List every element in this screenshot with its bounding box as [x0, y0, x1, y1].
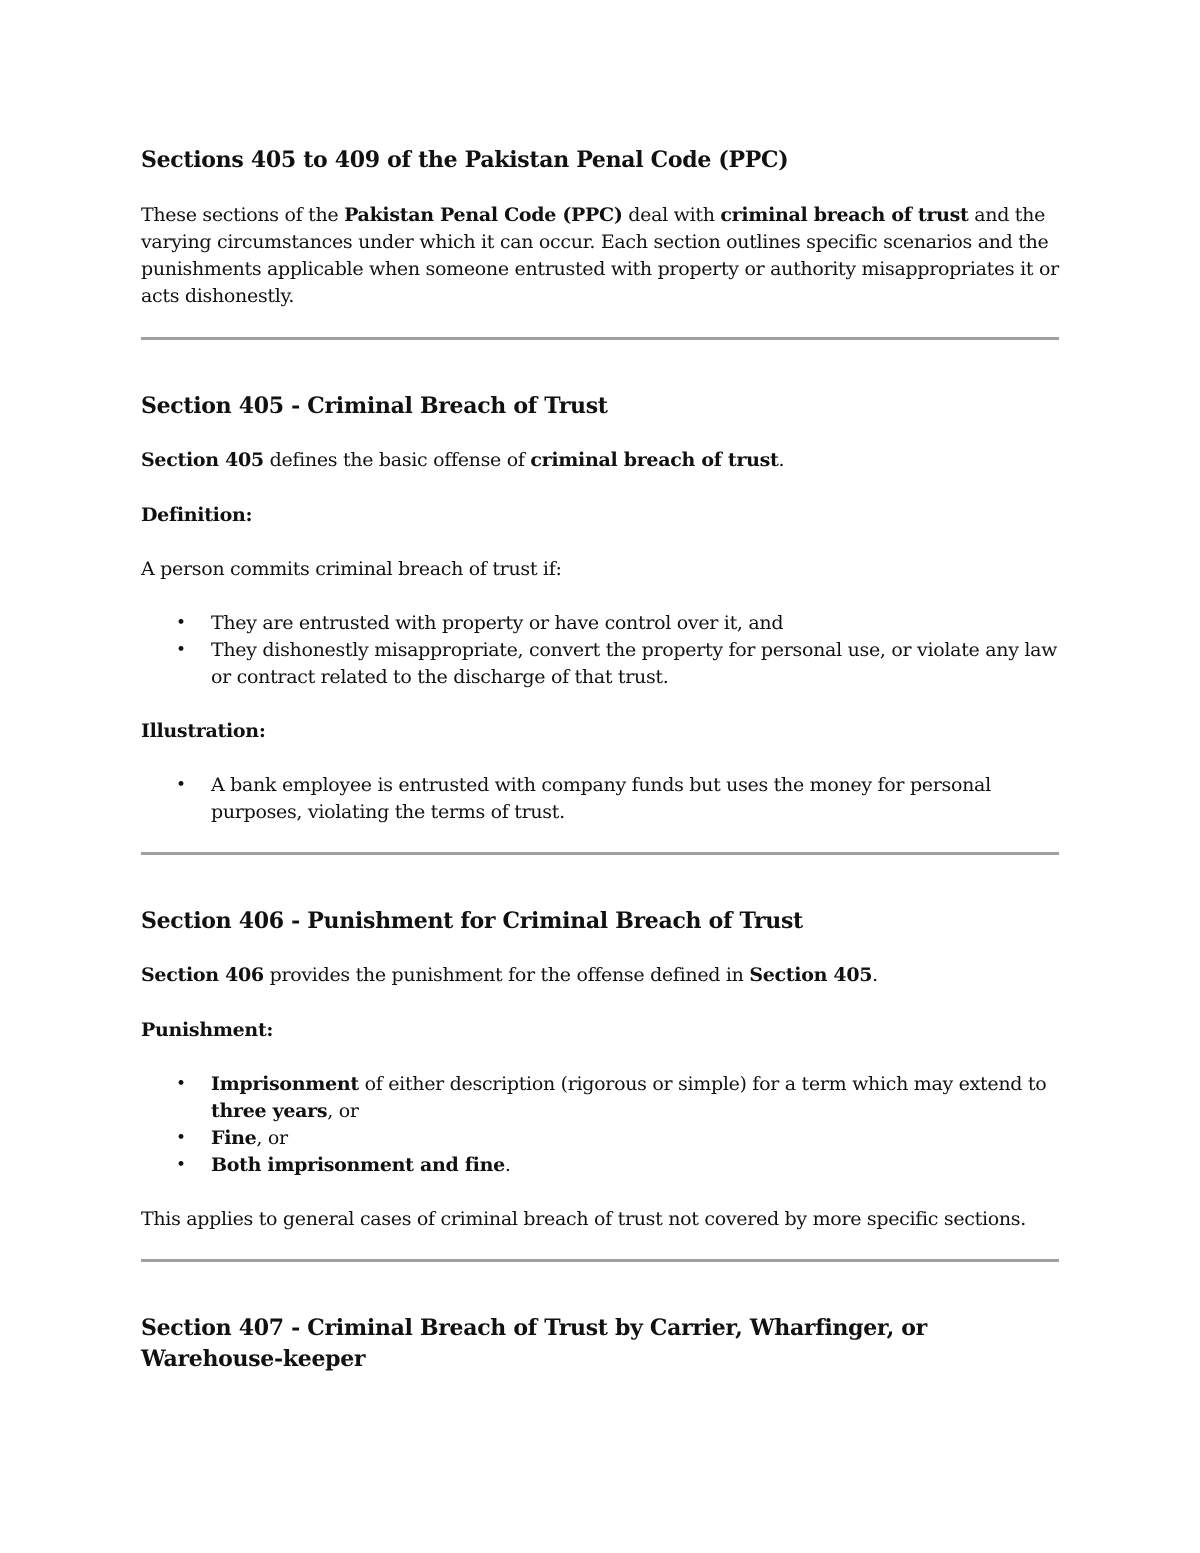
section-405-heading: Section 405 - Criminal Breach of Trust [141, 393, 608, 419]
section-406-heading: Section 406 - Punishment for Criminal Breach of Trust [141, 908, 803, 934]
list-item-text: They dishonestly misappropriate, convert the property for personal use, or violate any law or contract related to the discharge of that trust. [211, 639, 1058, 688]
text: of either description (rigorous or simple) for a term which may extend to [358, 1073, 1047, 1095]
illustration-label-paragraph [141, 718, 1059, 745]
intro-paragraph [141, 202, 1059, 310]
bold-text: Imprisonment [211, 1073, 359, 1095]
list-item [176, 1125, 1059, 1152]
bold-text: three years [211, 1100, 328, 1122]
intro-text: deal with [622, 204, 721, 226]
text: , or [256, 1127, 288, 1149]
definition-label: Definition: [141, 504, 253, 526]
bold-text: Section 405 [749, 964, 873, 986]
list-item [176, 1152, 1059, 1179]
section-406-summary [141, 962, 1059, 989]
definition-intro: A person commits criminal breach of trust if: [141, 558, 562, 580]
text: provides the punishment for the offense defined in [263, 964, 750, 986]
document-title: Sections 405 to 409 of the Pakistan Penal Code (PPC) [141, 147, 789, 173]
punishment-list [141, 1071, 1059, 1179]
text: defines the basic offense of [263, 449, 531, 471]
text: . [872, 964, 878, 986]
list-item [176, 610, 1059, 637]
bullet-icon: • [176, 1128, 186, 1148]
section-407-heading: Section 407 - Criminal Breach of Trust by Carrier, Wharfinger, or Warehouse-keeper [141, 1315, 927, 1372]
bullet-icon: • [176, 1155, 186, 1175]
punishment-label: Punishment: [141, 1019, 274, 1041]
intro-text: These sections of the [141, 204, 345, 226]
section-406-closing: This applies to general cases of criminal breach of trust not covered by more specific sections. [141, 1208, 1026, 1230]
bullet-icon: • [176, 1074, 186, 1094]
section-divider [141, 852, 1059, 855]
bullet-icon: • [176, 613, 186, 633]
bold-text: criminal breach of trust [530, 449, 779, 471]
definition-list [141, 610, 1059, 691]
text: , or [327, 1100, 359, 1122]
bold-text: Section 405 [141, 449, 264, 471]
bullet-icon: • [176, 775, 186, 795]
intro-bold-text: Pakistan Penal Code (PPC) [344, 204, 623, 226]
bold-text: Fine [211, 1127, 257, 1149]
illustration-label: Illustration: [141, 720, 266, 742]
text: . [778, 449, 785, 471]
list-item [176, 772, 1059, 826]
document-page [141, 145, 1059, 1375]
list-item-text: A bank employee is entrusted with company funds but uses the money for personal purposes, violating the terms of trust. [211, 774, 991, 823]
illustration-list [141, 772, 1059, 826]
bold-text: Section 406 [141, 964, 264, 986]
definition-label-paragraph [141, 502, 1059, 529]
section-divider [141, 1259, 1059, 1262]
intro-text: and the varying circumstances under which it can occur. Each section outlines specific scenarios and the punishments applicable when someone entrusted with property or authority misappropriates it or acts dishonestly. [141, 204, 1059, 307]
bullet-icon: • [176, 640, 186, 660]
section-405-summary [141, 447, 1059, 474]
text: . [504, 1154, 511, 1176]
bold-text: Both imprisonment and fine [211, 1154, 505, 1176]
list-item [176, 1071, 1059, 1125]
section-divider [141, 337, 1059, 340]
intro-bold-text: criminal breach of trust [720, 204, 969, 226]
punishment-label-paragraph [141, 1017, 1059, 1044]
list-item-text: They are entrusted with property or have control over it, and [211, 612, 784, 634]
list-item [176, 637, 1059, 691]
